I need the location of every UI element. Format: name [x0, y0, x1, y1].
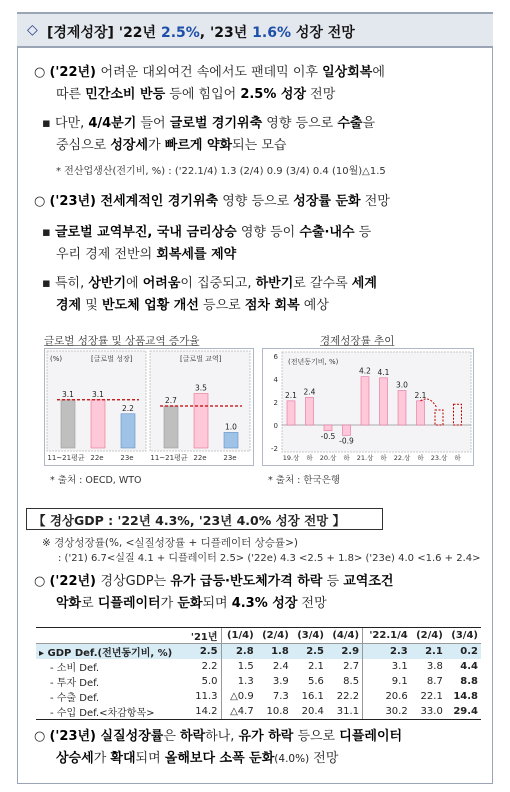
chart1-data-label: 3.5 — [195, 383, 207, 393]
table-cell: 8.5 — [343, 676, 360, 687]
table-cell: 8.8 — [460, 676, 478, 687]
chart1-bar — [194, 394, 208, 448]
p3-l2c: 디플레이터 — [97, 596, 161, 611]
p2s2-l1h: 세계 — [351, 276, 377, 291]
chart1-panel-name: [글로벌 성장] — [91, 355, 133, 363]
p1s-l1g: 을 — [362, 116, 376, 131]
chart1-bar — [224, 432, 238, 448]
p2s2-l1d: 어려움 — [142, 276, 181, 291]
table-cell: 33.0 — [411, 704, 446, 720]
chart2-growth-trend — [262, 348, 474, 466]
p1s-l1c: 들어 — [136, 116, 170, 131]
chart2-x-tick-label: 23.상 — [430, 454, 448, 462]
table-cell: 11.3 — [195, 691, 218, 702]
circle-bullet-icon: ○ — [34, 194, 46, 209]
p4-l1g: 등으로 — [293, 729, 340, 744]
table-row — [36, 704, 481, 720]
chart2-y-tick-label: 4 — [273, 376, 278, 384]
chart1-x-tick-label: 22e — [90, 454, 104, 462]
p1-line2 — [56, 86, 335, 103]
p2s2-l1g: 로 갈수록 — [293, 276, 352, 291]
table-cell: 10.8 — [257, 704, 292, 720]
p3-l1c: 유가 급등·반도체가격 하락 — [170, 574, 323, 589]
chart2-bar — [306, 397, 314, 425]
p1-l1c: 일상회복 — [322, 65, 373, 80]
p4-line1 — [34, 728, 402, 745]
p2s1-l1a: 글로벌 교역부진, 국내 금리상승 — [54, 225, 237, 240]
p2s1-line2 — [56, 246, 236, 263]
table-cell: △4.7 — [221, 704, 257, 720]
p3-l2b: 로 — [81, 596, 98, 611]
p2s2-l2e: 점차 회복 — [244, 298, 300, 313]
p2s1-l2a: 우리 경제 전반의 — [56, 247, 157, 262]
gdp-deflator-table — [36, 627, 481, 720]
p1s-l1a: 다만, — [54, 116, 89, 131]
table-cell: 4.4 — [460, 661, 478, 672]
table-cell: - 수출 Def. — [50, 693, 100, 704]
chart2-bar — [398, 391, 406, 426]
chart2-data-label: 2.4 — [303, 387, 316, 397]
title-seg2: , '23년 — [199, 25, 253, 41]
chart2-x-tick-label: 하 — [306, 454, 313, 462]
chart1-data-label: 3.1 — [92, 389, 104, 399]
table-cell: 2.1 — [411, 644, 446, 660]
p4-l2b: 가 — [93, 751, 111, 766]
p3-l1d: 등 — [322, 574, 344, 589]
chart2-data-label: -0.5 — [320, 431, 336, 441]
chart2-x-tick-label: 하 — [454, 454, 461, 462]
p2s1-l1d: 등 — [354, 225, 372, 240]
p2-l1a: ('23년) — [49, 194, 101, 209]
p1-l2d: 2.5% 성장 — [240, 87, 307, 102]
p4-l2c: 확대 — [110, 751, 136, 766]
p4-l1d: 하락 — [180, 729, 206, 744]
gdp-summary-box: 【 경상GDP : '22년 4.3%, '23년 4.0% 성장 전망 】 — [26, 508, 383, 530]
p3-l2a: 악화 — [56, 596, 82, 611]
table-cell: - 소비 Def. — [50, 663, 100, 674]
table-header-cell: (2/4) — [411, 628, 446, 644]
chart1-x-tick-label: 11~21평균 — [150, 454, 188, 462]
p3-l1e: 교역조건 — [343, 574, 394, 589]
table-cell: 2.8 — [221, 644, 257, 660]
p4-l1e: 하나, — [205, 729, 239, 744]
p2s1-l2b: 회복세를 제약 — [156, 247, 237, 262]
diamond-icon: ◇ — [27, 22, 38, 38]
chart2-bar — [287, 401, 295, 425]
chart1-bar — [91, 400, 105, 448]
table-header-cell: (3/4) — [292, 628, 327, 644]
table-cell: 29.4 — [446, 704, 481, 720]
chart1-x-tick-label: 23e — [120, 454, 134, 462]
chart2-unit-label: (전년동기비, %) — [288, 358, 339, 366]
chart1-panel-name: [글로벌 교역] — [180, 355, 222, 363]
chart1-data-label: 1.0 — [225, 422, 237, 432]
p2s2-l2c: 반도체 업황 개선 — [101, 298, 199, 313]
table-cell: 3.8 — [426, 661, 443, 672]
chart1-unit-label: (%) — [50, 355, 63, 363]
p2-line1 — [34, 193, 390, 210]
table-cell: 2.5 — [292, 644, 327, 660]
table-cell: - 투자 Def. — [50, 678, 100, 689]
p1-l1b: 어려운 대외여건 속에서도 팬데믹 이후 — [100, 65, 323, 80]
table-cell: 1.3 — [221, 674, 257, 689]
table-header-cell — [36, 628, 185, 644]
table-row — [36, 674, 481, 689]
table-header-cell: '22.1/4 — [363, 628, 411, 644]
p1s-l2a: 중심으로 — [56, 138, 111, 153]
p3-l1b: 경상GDP는 — [100, 574, 171, 589]
chart2-data-label: -0.9 — [339, 436, 354, 446]
table-row — [36, 644, 481, 660]
p1s-l1e: 영향 등으로 — [262, 116, 338, 131]
chart2-y-tick-label: 0 — [273, 422, 278, 430]
p3-l2d: 가 — [160, 596, 178, 611]
p4-l2a: 상승세 — [56, 751, 94, 766]
table-cell: 2.2 — [201, 661, 218, 672]
chart2-data-label: 2.1 — [285, 390, 297, 400]
title-value-23: 1.6% — [252, 25, 291, 41]
p4-l2f: (4.0%) — [274, 753, 310, 765]
table-cell: 16.1 — [301, 691, 324, 702]
square-bullet-icon: ▪ — [42, 116, 51, 131]
chart2-x-tick-label: 22.상 — [393, 454, 411, 462]
table-header-cell: (1/4) — [221, 628, 257, 644]
p1-line1 — [34, 64, 385, 81]
table-cell: 1.5 — [221, 659, 257, 674]
chart2-x-tick-label: 21.상 — [356, 454, 374, 462]
p1s-line2 — [56, 137, 286, 154]
p3-line1 — [34, 573, 393, 590]
chart2-x-tick-label: 하 — [417, 454, 424, 462]
chart2-bar — [343, 425, 351, 435]
p2s2-line1 — [42, 275, 377, 292]
p2s2-l2a: 경제 — [56, 298, 82, 313]
chart2-x-tick-label: 20.상 — [319, 454, 337, 462]
p2s2-l1c: 에 — [126, 276, 143, 291]
chart2-data-label: 4.2 — [359, 366, 371, 376]
p2-l1b: 전세계적인 경기위축 — [100, 194, 219, 209]
square-bullet-icon: ▪ — [42, 276, 51, 291]
chart1-global-growth-trade — [44, 348, 254, 466]
chart1-x-tick-label: 23e — [223, 454, 237, 462]
table-row — [36, 659, 481, 674]
chart2-bar — [324, 425, 332, 431]
table-cell: 2.4 — [272, 661, 289, 672]
p1-l2c: 등에 힘입어 — [165, 87, 241, 102]
circle-bullet-icon: ○ — [34, 574, 46, 589]
chart1-data-label: 2.2 — [122, 403, 134, 413]
p2s2-l2d: 등으로 — [198, 298, 245, 313]
table-cell: ▸ GDP Def.(전년동기비, %) — [36, 644, 185, 660]
p4-l1h: 디플레이터 — [339, 729, 403, 744]
square-bullet-icon: ▪ — [42, 225, 51, 240]
p1-l1d: 에 — [372, 65, 385, 80]
table-cell: 8.7 — [426, 676, 443, 687]
table-header-row — [36, 628, 481, 644]
p3-l1a: ('22년) — [49, 574, 101, 589]
table-cell: 7.3 — [272, 691, 289, 702]
table-cell: 22.1 — [420, 691, 443, 702]
table-cell: 2.5 — [185, 644, 221, 660]
table-cell: 2.7 — [343, 661, 360, 672]
p2s2-l2b: 및 — [81, 298, 102, 313]
chart2-bar — [417, 401, 425, 425]
gdp-note-1: ※ 경상성장률(%, <실질성장률 + 디플레이터 상승률>) — [42, 537, 298, 549]
title-seg3: 성장 전망 — [290, 25, 355, 41]
chart2-data-label: 3.0 — [396, 380, 408, 390]
chart1-bar — [61, 400, 75, 448]
table-cell: 9.1 — [363, 674, 411, 689]
table-cell: 22.2 — [336, 691, 360, 702]
table-cell: 3.9 — [272, 676, 289, 687]
table-header-cell: '21년 — [185, 628, 221, 644]
circle-bullet-icon: ○ — [34, 65, 46, 80]
p2-l1e: 전망 — [360, 194, 390, 209]
title-tag: [경제성장] — [47, 25, 114, 41]
p1s-l2e: 되는 모습 — [232, 138, 287, 153]
table-cell: 3.1 — [363, 659, 411, 674]
chart2-source: * 출처 : 한국은행 — [268, 475, 341, 486]
p4-l2d: 되며 — [135, 751, 165, 766]
p2-l1d: 성장률 둔화 — [293, 194, 361, 209]
p4-l1c: 은 — [163, 729, 181, 744]
circle-bullet-icon: ○ — [34, 729, 46, 744]
chart1-source: * 출처 : OECD, WTO — [50, 475, 142, 486]
gdp-note-2: : ('21) 6.7<실질 4.1 + 디플레이터 2.5> ('22e) 4.3 <2.5 + 1.8> ('23e) 4.0 <1.6 + 2.4> — [58, 553, 481, 564]
chart1-title: 글로벌 성장률 및 상품교역 증가율 — [44, 335, 200, 347]
section-title — [47, 22, 355, 42]
title-value-22: 2.5% — [160, 25, 200, 41]
p4-l2g: 전망 — [309, 751, 339, 766]
p1s-l1d: 글로벌 경기위축 — [169, 116, 263, 131]
chart1-x-tick-label: 11~21평균 — [47, 454, 85, 462]
table-header-cell: (3/4) — [446, 628, 481, 644]
table-cell: 2.9 — [327, 644, 363, 660]
p2-l1c: 영향 등으로 — [218, 194, 294, 209]
p2s1-l1c: 수출·내수 — [299, 225, 355, 240]
chart2-x-tick-label: 하 — [343, 454, 350, 462]
p1s-note: * 전산업생산(전기비, %) : ('22.1/4) 1.3 (2/4) 0.9 (3/4) 0.4 (10월)△1.5 — [56, 166, 386, 177]
table-header-cell: (4/4) — [327, 628, 363, 644]
table-cell: 2.3 — [363, 644, 411, 660]
p1s-l2c: 가 — [148, 138, 165, 153]
chart2-bar — [361, 377, 369, 425]
p1-l2a: 따른 — [56, 87, 86, 102]
chart1-data-label: 2.7 — [165, 396, 177, 405]
p2s2-l2f: 예상 — [299, 298, 329, 313]
table-cell: 20.6 — [363, 689, 411, 704]
p2s2-line2 — [56, 297, 329, 314]
chart1-x-tick-label: 22e — [193, 454, 207, 462]
p1-l2e: 전망 — [306, 87, 336, 102]
chart1-data-label: 3.1 — [62, 389, 74, 399]
p2s1-line1 — [42, 224, 371, 241]
table-cell: 2.1 — [308, 661, 324, 672]
table-cell: 31.1 — [327, 704, 363, 720]
p4-l1f: 유가 하락 — [238, 729, 294, 744]
section-header — [17, 12, 493, 48]
p3-l2h: 전망 — [297, 596, 327, 611]
p4-l1a: ('23년) — [49, 729, 101, 744]
p4-line2 — [56, 750, 338, 768]
chart2-y-tick-label: 2 — [273, 399, 278, 407]
table-cell: 1.8 — [257, 644, 292, 660]
p1s-l2b: 성장세 — [110, 138, 149, 153]
p3-line2 — [56, 595, 327, 612]
p1-l1a: ('22년) — [49, 65, 101, 80]
chart2-x-tick-label: 19.상 — [282, 454, 300, 462]
p2s2-l1a: 특히, — [54, 276, 89, 291]
p3-l2f: 되며 — [202, 596, 232, 611]
chart2-title: 경제성장률 추이 — [320, 335, 395, 347]
chart2-y-tick-label: -2 — [271, 445, 278, 453]
p2s1-l1b: 영향 등이 — [236, 225, 300, 240]
table-cell: 14.8 — [453, 691, 478, 702]
table-cell: 5.0 — [201, 676, 218, 687]
table-cell: 30.2 — [363, 704, 411, 720]
table-cell: 20.4 — [292, 704, 327, 720]
table-row — [36, 689, 481, 704]
chart1-bar — [164, 406, 178, 448]
p4-l1b: 실질성장률 — [100, 729, 164, 744]
chart2-bar — [380, 378, 388, 425]
table-cell: 14.2 — [185, 704, 221, 720]
title-seg1: '22년 — [113, 25, 161, 41]
p4-l2e: 올해보다 소폭 둔화 — [164, 751, 275, 766]
table-cell: △0.9 — [221, 689, 257, 704]
p1s-l1f: 수출 — [337, 116, 363, 131]
table-cell: 0.2 — [446, 644, 481, 660]
p2s2-l1f: 하반기 — [255, 276, 294, 291]
p1s-line1 — [42, 115, 375, 132]
p2s2-l1b: 상반기 — [88, 276, 127, 291]
chart2-data-label: 4.1 — [377, 367, 390, 377]
p3-l2g: 4.3% 성장 — [231, 596, 298, 611]
table-cell: 5.6 — [308, 676, 324, 687]
table-cell: - 수입 Def.<차감항목> — [36, 704, 185, 720]
p1s-l1b: 4/4분기 — [88, 116, 137, 131]
p1-l2b: 민간소비 반등 — [85, 87, 166, 102]
chart2-y-tick-label: 6 — [273, 353, 278, 361]
chart1-bar — [121, 414, 135, 448]
chart2-data-label: 2.1 — [414, 390, 427, 400]
table-header-cell: (2/4) — [257, 628, 292, 644]
p2s2-l1e: 이 집중되고, — [180, 276, 256, 291]
chart2-x-tick-label: 하 — [380, 454, 387, 462]
p1s-l2d: 빠르게 약화 — [164, 138, 233, 153]
p3-l2e: 둔화 — [177, 596, 203, 611]
